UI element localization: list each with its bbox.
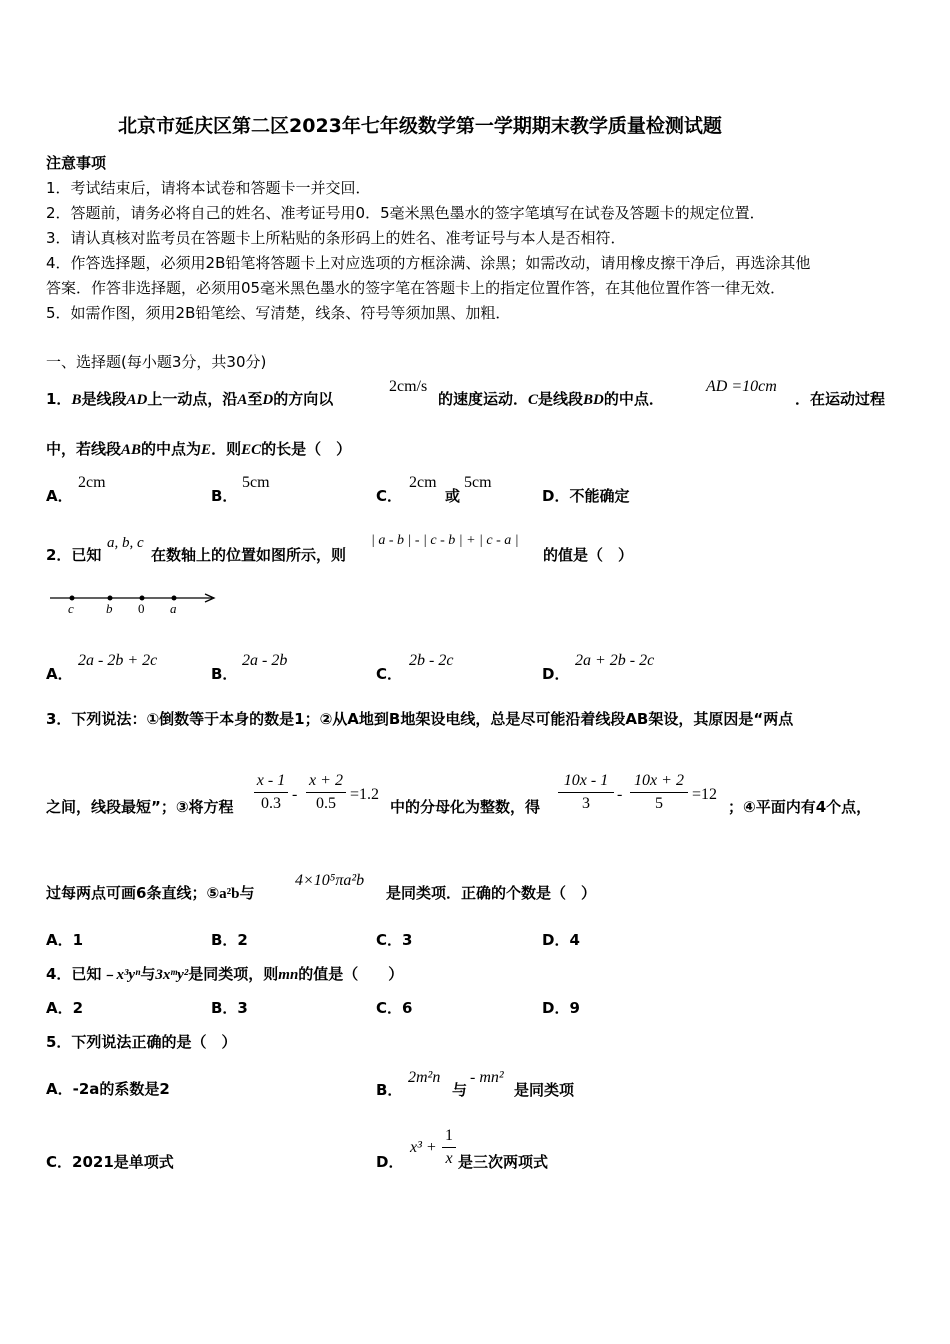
question-1-line-1b: 的速度运动．C是线段BD的中点． xyxy=(438,390,664,408)
q5-option-b-label: B． xyxy=(376,1081,403,1099)
fraction-3: 10x - 1 3 xyxy=(558,771,614,814)
equation-rhs-2: =12 xyxy=(692,786,718,803)
q5-option-d-fraction: 1 x xyxy=(442,1126,456,1169)
question-3-line-2c: ；④平面内有4个点， xyxy=(728,798,872,816)
fraction-2: x + 2 0.5 xyxy=(306,771,346,814)
point-0 xyxy=(140,596,145,601)
q2-option-d: 2a + 2b - 2c xyxy=(575,652,655,669)
number-line-figure xyxy=(46,588,221,618)
question-2-suffix: 的值是（ ） xyxy=(543,546,634,564)
notes-heading: 注意事项 xyxy=(46,154,107,172)
question-3-line-2b: 中的分母化为整数，得 xyxy=(390,798,541,816)
axis-label-c: c xyxy=(68,601,74,616)
q5-option-d-cubic: x³ + xyxy=(410,1139,437,1156)
q2-option-b: 2a - 2b xyxy=(242,652,288,669)
question-3-line-3a: 过每两点可画6条直线；⑤a²b与 xyxy=(46,884,255,902)
note-item: 2．答题前，请务必将自己的姓名、准考证号用0．5毫米黑色墨水的签字笔填写在试卷及答题卡的规定位置． xyxy=(46,204,765,222)
q2-option-d-label: D． xyxy=(542,665,570,683)
note-item: 答案．作答非选择题，必须用05毫米黑色墨水的签字笔在答题卡上的指定位置作答，在其他位置作答一律无效． xyxy=(46,279,786,297)
equation-rhs-1: =1.2 xyxy=(350,786,380,803)
fraction-4: 10x + 2 5 xyxy=(630,771,688,814)
q5-option-d-end: 是三次两项式 xyxy=(458,1153,549,1171)
q3-option-b: B．2 xyxy=(211,931,248,949)
question-1-line-1: 1．B是线段AD上一动点，沿A至D的方向以 xyxy=(46,390,334,408)
q5-option-b-end: 是同类项 xyxy=(514,1081,575,1099)
point-c xyxy=(70,596,75,601)
q4-option-b: B．3 xyxy=(211,999,248,1017)
exam-title: 北京市延庆区第二区2023年七年级数学第一学期期末教学质量检测试题 xyxy=(118,115,722,137)
section-heading: 一、选择题(每小题3分，共30分) xyxy=(46,353,267,371)
axis-label-b: b xyxy=(106,601,113,616)
question-3-line-2a: 之间，线段最短”；③将方程 xyxy=(46,798,234,816)
fraction-1: x - 1 0.3 xyxy=(254,771,288,814)
q2-option-b-label: B． xyxy=(211,665,238,683)
q2-option-a: 2a - 2b + 2c xyxy=(78,652,158,669)
question-5: 5．下列说法正确的是（ ） xyxy=(46,1033,237,1051)
q3-term-expression: 4×10⁵πa²b xyxy=(295,872,365,889)
q5-option-b-term-1: 2m²n xyxy=(408,1069,441,1086)
point-a xyxy=(172,596,177,601)
note-item: 5．如需作图，须用2B铅笔绘、写清楚，线条、符号等须加黑、加粗． xyxy=(46,304,511,322)
q2-abs-expression: | a - b | - | c - b | + | c - a | xyxy=(371,533,519,548)
question-2-text: 在数轴上的位置如图所示，则 xyxy=(151,546,347,564)
axis-label-0: 0 xyxy=(138,601,145,616)
point-b xyxy=(108,596,113,601)
q5-option-b-and: 与 xyxy=(452,1081,468,1099)
q3-option-a: A．1 xyxy=(46,931,84,949)
q2-option-c-label: C． xyxy=(376,665,403,683)
question-3-line-1: 3．下列说法：①倒数等于本身的数是1；②从A地到B地架设电线，总是尽可能沿着线段AB架设，其原因是“两点 xyxy=(46,710,794,728)
q5-option-a: A．-2a的系数是2 xyxy=(46,1080,170,1098)
q1-option-d: D．不能确定 xyxy=(542,487,630,505)
question-3-line-3b: 是同类项．正确的个数是（ ） xyxy=(386,884,597,902)
q2-option-c: 2b - 2c xyxy=(409,652,454,669)
q5-option-d-label: D． xyxy=(376,1153,404,1171)
note-item: 1．考试结束后，请将本试卷和答题卡一并交回． xyxy=(46,179,371,197)
q1-option-b: 5cm xyxy=(242,474,270,491)
question-2-prefix: 2．已知 xyxy=(46,546,102,564)
note-item: 4．作答选择题，必须用2B铅笔将答题卡上对应选项的方框涂满、涂黑；如需改动，请用橡皮擦干净后，再选涂其他 xyxy=(46,254,811,272)
question-4: 4．已知﹣x³yⁿ与3xᵐy²是同类项，则mn的值是（ ） xyxy=(46,965,404,983)
q1-option-b-label: B． xyxy=(211,487,238,505)
q4-option-c: C．6 xyxy=(376,999,413,1017)
axis-label-a: a xyxy=(170,601,177,616)
q3-option-c: C．3 xyxy=(376,931,413,949)
q1-option-c-or: 或 xyxy=(445,487,461,505)
q2-option-a-label: A． xyxy=(46,665,73,683)
q1-option-c-value-1: 2cm xyxy=(409,474,437,491)
q1-option-c-label: C． xyxy=(376,487,403,505)
minus-sign: - xyxy=(292,786,298,803)
q4-option-d: D．9 xyxy=(542,999,580,1017)
speed-expression: 2cm/s xyxy=(389,378,428,395)
q3-option-d: D．4 xyxy=(542,931,580,949)
ad-length-expression: AD =10cm xyxy=(706,378,777,395)
minus-sign: - xyxy=(617,786,623,803)
note-item: 3．请认真核对监考员在答题卡上所粘贴的条形码上的姓名、准考证号与本人是否相符． xyxy=(46,229,626,247)
q1-option-a: 2cm xyxy=(78,474,106,491)
q1-option-c-value-2: 5cm xyxy=(464,474,492,491)
q1-option-a-label: A． xyxy=(46,487,73,505)
question-1-line-1c: ．在运动过程 xyxy=(795,390,886,408)
q2-variables: a, b, c xyxy=(107,535,144,551)
q5-option-c: C．2021是单项式 xyxy=(46,1153,174,1171)
q5-option-b-term-2: - mn² xyxy=(470,1069,504,1086)
q4-option-a: A．2 xyxy=(46,999,84,1017)
question-1-line-2: 中，若线段AB的中点为E．则EC的长是（ ） xyxy=(46,440,352,458)
